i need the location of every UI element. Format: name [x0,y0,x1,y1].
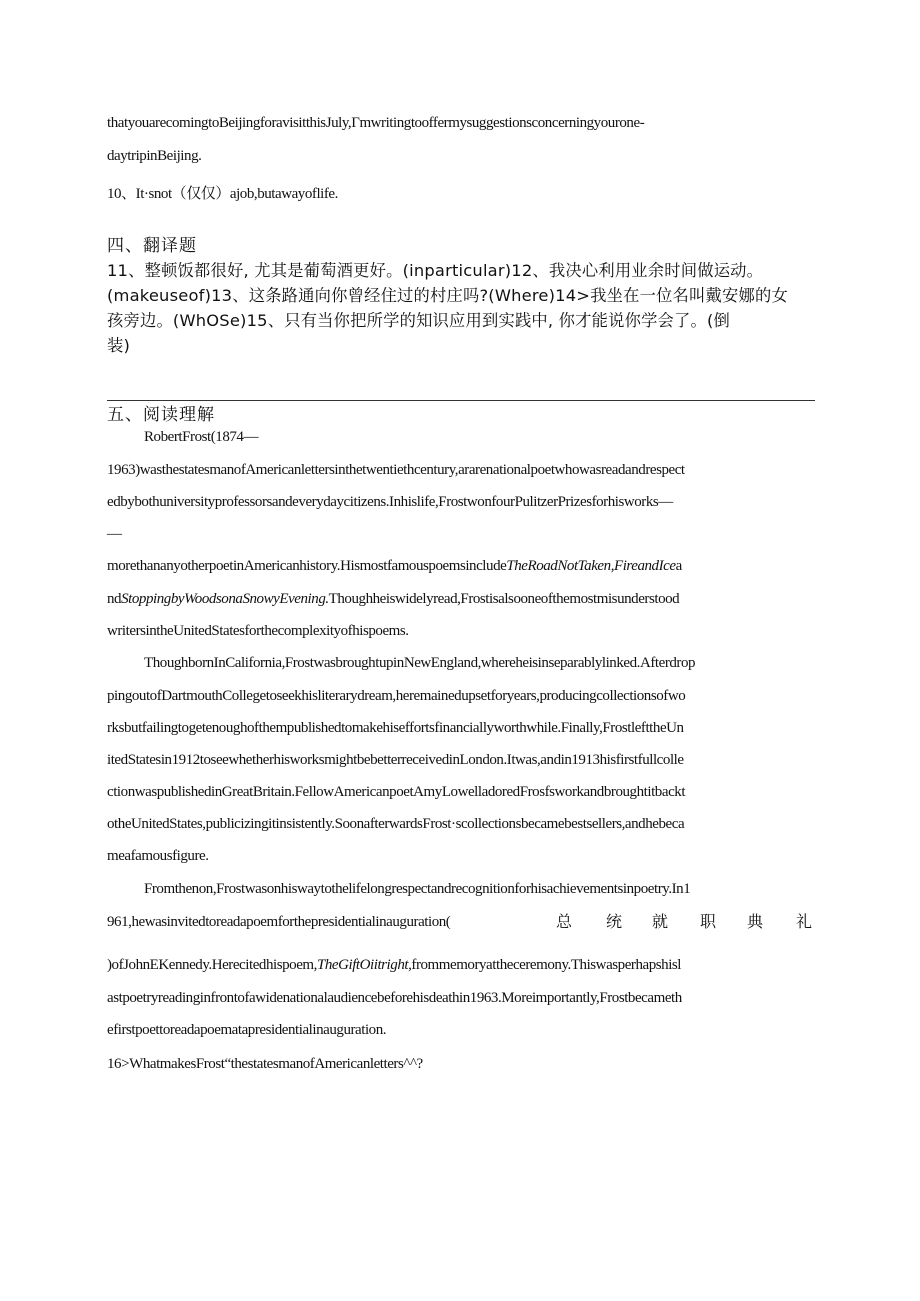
section-heading-translation: 四、翻译题 [107,236,197,256]
text-run: frommemoryattheceremony.Thiswasperhapshisl [411,957,682,973]
cjk-char: 统 [606,912,623,931]
paragraph-line: 1963)wasthestatesmanofAmericanlettersinthetwentiethcentury,ararenationalpoetwhowasreadandrespect [107,462,685,478]
paragraph-line: efirstpoettoreadapoematapresidentialinauguration. [107,1022,387,1038]
paragraph-line: writersintheUnitedStatesforthecomplexityofhispoems. [107,623,409,639]
paragraph-line [107,589,679,609]
paragraph-line: ThoughbornInCalifornia,FrostwasbroughtupinNewEngland,whereheisinseparablylinked.Afterdrop [144,655,696,671]
translation-line: 孩旁边。(WhOSe)15、只有当你把所学的知识应用到实践中, 你才能说你学会了。(倒 [107,311,731,330]
poem-title: TheGiftOiitright, [316,957,412,973]
paragraph-line: Fromthenon,Frostwasonhiswaytothelifelongrespectandrecognitionforhisachievementsinpoetry.In1 [144,881,691,897]
paragraph-line: pingoutofDartmouthCollegetoseekhisliterarydream,heremainedupsetforyears,producingcollectionsofwo [107,688,686,704]
text-run: a [675,558,682,574]
cjk-char: 礼 [796,912,813,931]
paragraph-line: RobertFrost(1874— [144,429,259,445]
text-run: nd [107,591,122,607]
text-run: morethananyotherpoetinAmericanhistory.Hismostfamouspoemsinclude [107,558,507,574]
cjk-char: 总 [556,912,573,931]
divider [107,400,815,401]
paragraph-line: rksbutfailingtogetenoughofthempublishedtomakehiseffortsfinanciallyworthwhile.Finally,FrostlefttheUn [107,720,684,736]
paragraph-line [107,955,681,975]
paragraph-line: edbybothuniversityprofessorsandeverydaycitizens.Inhislife,FrostwonfourPulitzerPrizesforhisworks— [107,494,673,510]
cjk-char: 职 [700,912,717,931]
paragraph-line: astpoetryreadinginfrontofawidenationalaudiencebeforehisdeathin1963.Moreimportantly,Frostbecameth [107,990,682,1006]
text-run: )ofJohnEKennedy.Herecitedhispoem, [107,957,317,973]
paragraph-line: meafamousfigure. [107,848,209,864]
text-line: thatyouarecomingtoBeijingforavisitthisJuly,Γmwritingtooffermysuggestionsconcerningyourone- [107,115,645,131]
question-16: 16>WhatmakesFrost“thestatesmanofAmericanletters^^? [107,1056,423,1072]
text-run: Thoughheiswidelyread,Frostisalsooneofthemostmisunderstood [328,591,680,607]
paragraph-line: otheUnitedStates,publicizingitinsistently.SoonafterwardsFrost·scollectionsbecamebestsellers,andhebeca [107,816,685,832]
paragraph-line: itedStatesin1912toseewhetherhisworksmightbebetterreceivedinLondon.Itwas,andin1913hisfirstfullcolle [107,752,684,768]
section-heading-reading: 五、阅读理解 [107,405,215,425]
paragraph-line: ctionwaspublishedinGreatBritain.FellowAmericanpoetAmyLowelladoredFrosfsworkandbroughtitbackt [107,784,686,800]
translation-line: (makeuseof)13、这条路通向你曾经住过的村庄吗?(Where)14>我坐在一位名叫戴安娜的女 [107,286,788,305]
cjk-char: 就 [652,912,669,931]
question-10: 10、It·snot（仅仅）ajob,butawayoflife. [107,186,338,202]
poem-title: StoppingbyWoodsonaSnowyEvening. [121,591,329,607]
poem-title: TheRoadNotTaken,FireandIce [506,558,676,574]
translation-line: 11、整顿饭都很好, 尤其是葡萄酒更好。(inparticular)12、我决心利用业余时间做运动。 [107,261,764,280]
paragraph-line: — [107,526,122,542]
text-line: daytripinBeijing. [107,148,202,164]
paragraph-line: 961,hewasinvitedtoreadapoemforthepresidentialinauguration( [107,914,451,930]
paragraph-line [107,556,682,576]
cjk-char: 典 [747,912,764,931]
translation-line: 装) [107,336,131,355]
